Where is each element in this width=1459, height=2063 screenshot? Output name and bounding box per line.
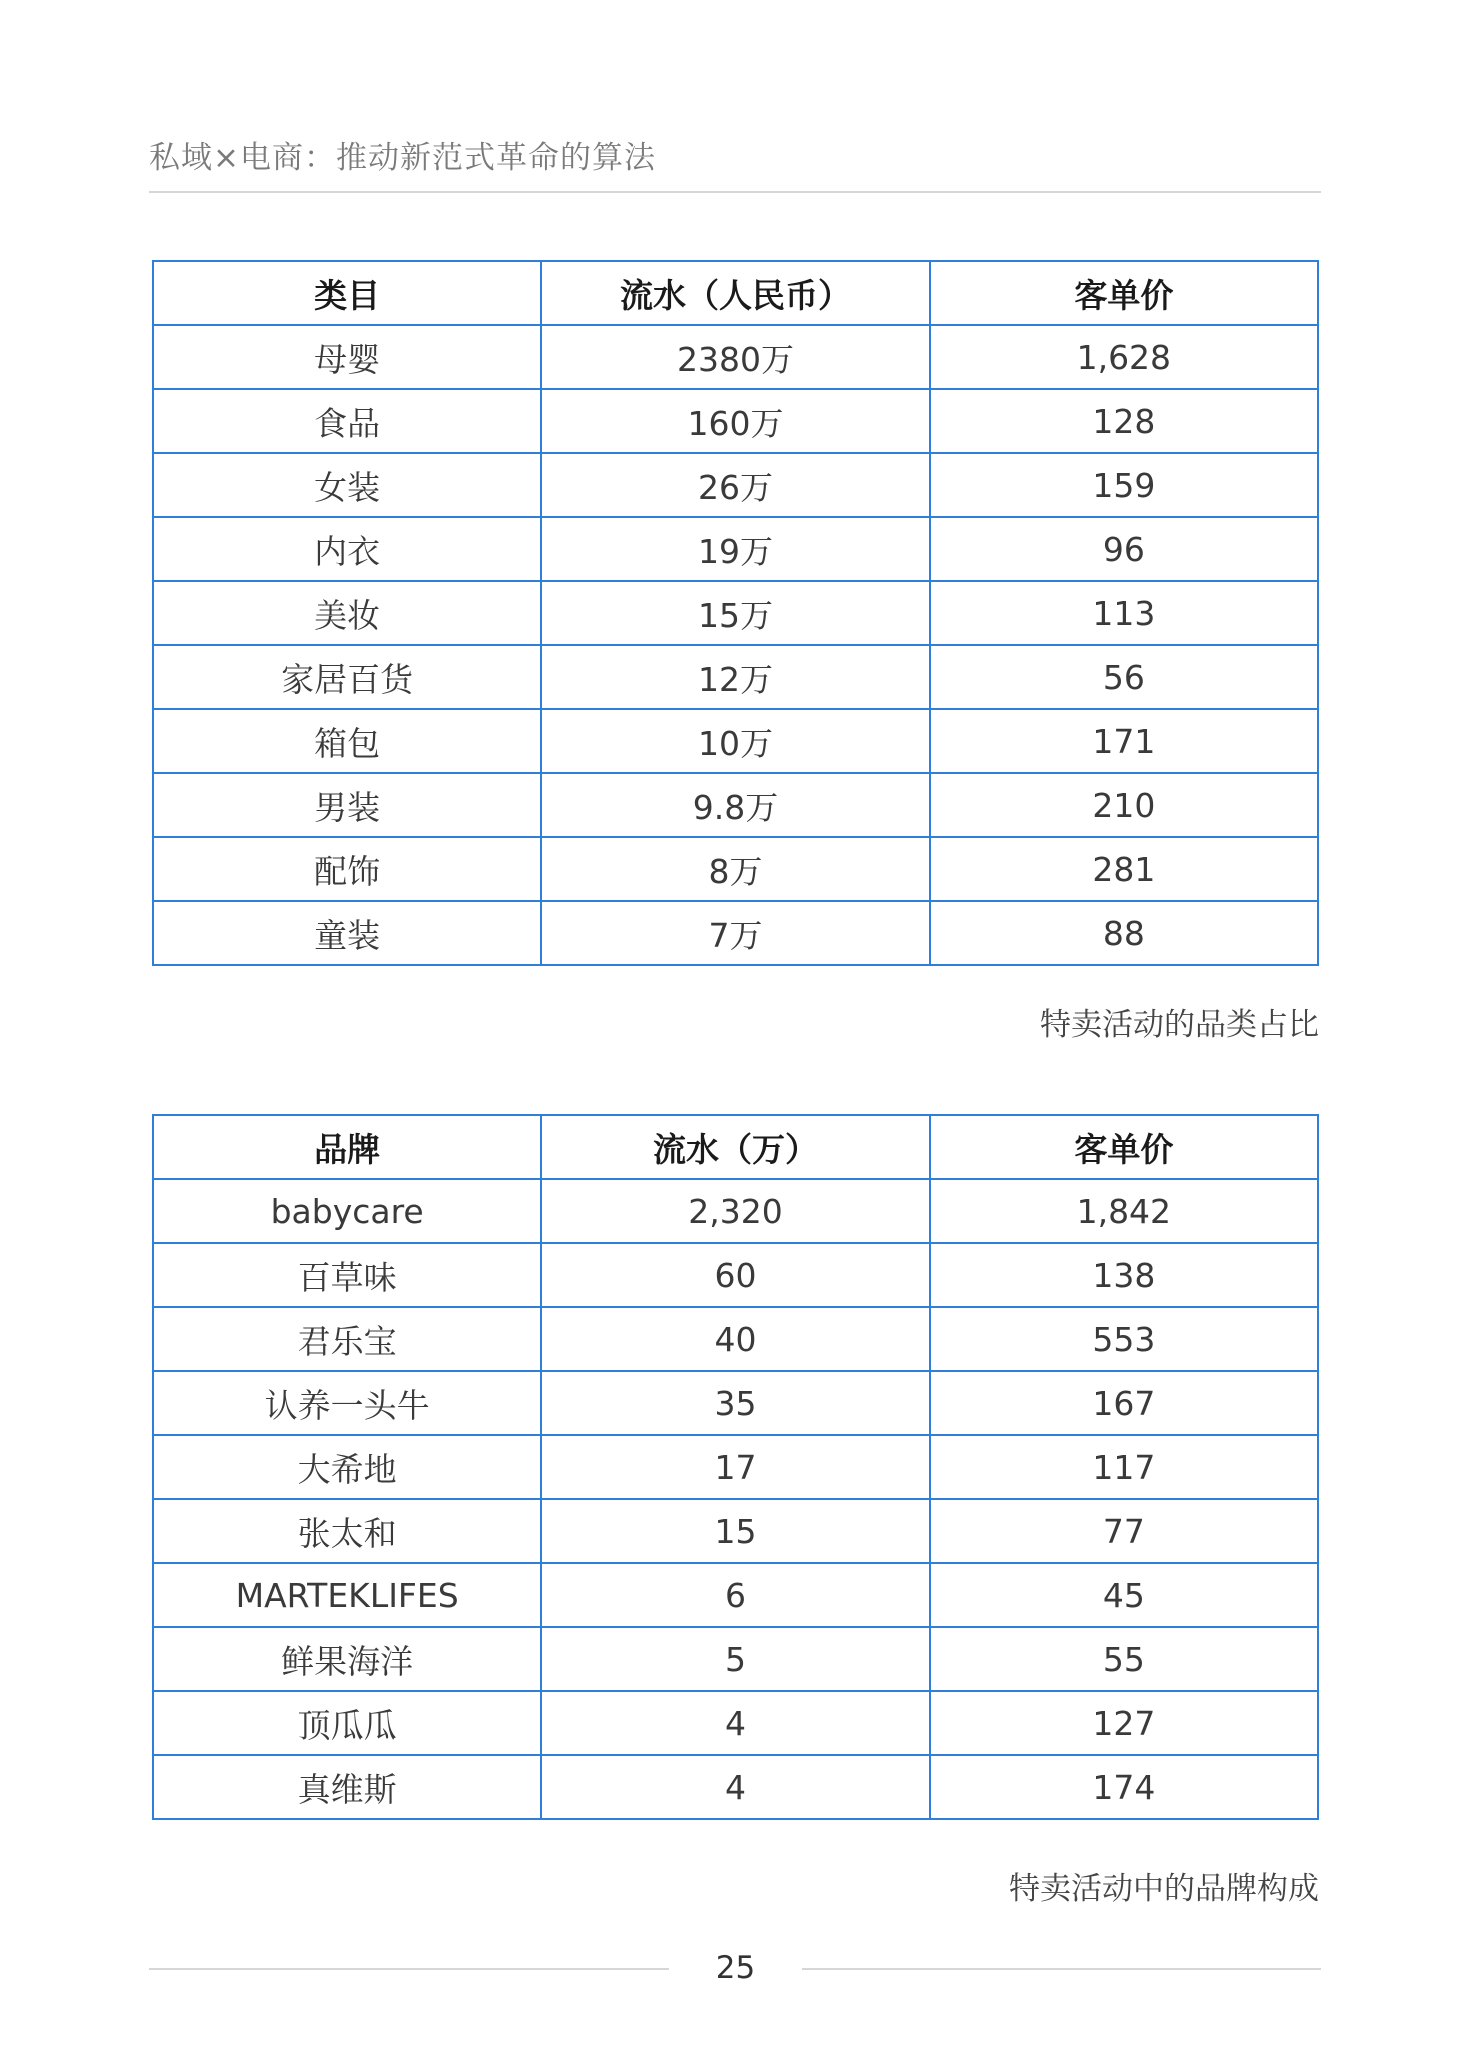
brand-cell: 鲜果海洋 xyxy=(153,1627,541,1691)
table-header-row xyxy=(153,261,1318,325)
avg-order-value-cell: 167 xyxy=(930,1371,1318,1435)
revenue-cell: 7万 xyxy=(541,901,929,965)
header-divider xyxy=(149,191,1321,193)
table-row xyxy=(153,1691,1318,1755)
brand-cell: 大希地 xyxy=(153,1435,541,1499)
table-caption: 特卖活动中的品牌构成 xyxy=(1009,1871,1319,1907)
footer-divider-right xyxy=(802,1968,1321,1970)
table-row xyxy=(153,1627,1318,1691)
table-row xyxy=(153,1563,1318,1627)
table-row xyxy=(153,453,1318,517)
revenue-cell: 12万 xyxy=(541,645,929,709)
revenue-cell: 19万 xyxy=(541,517,929,581)
avg-order-value-cell: 77 xyxy=(930,1499,1318,1563)
column-header-avg-order-value: 客单价 xyxy=(930,1115,1318,1179)
table-caption: 特卖活动的品类占比 xyxy=(1040,1007,1319,1043)
column-header-revenue: 流水（万） xyxy=(541,1115,929,1179)
revenue-cell: 35 xyxy=(541,1371,929,1435)
category-cell: 内衣 xyxy=(153,517,541,581)
table-row xyxy=(153,1499,1318,1563)
brand-cell: 认养一头牛 xyxy=(153,1371,541,1435)
table-row xyxy=(153,389,1318,453)
brand-cell: 张太和 xyxy=(153,1499,541,1563)
avg-order-value-cell: 55 xyxy=(930,1627,1318,1691)
avg-order-value-cell: 56 xyxy=(930,645,1318,709)
category-cell: 美妆 xyxy=(153,581,541,645)
category-sales-table xyxy=(152,260,1319,966)
brand-cell: MARTEKLIFES xyxy=(153,1563,541,1627)
brand-sales-table xyxy=(152,1114,1319,1820)
table-row xyxy=(153,901,1318,965)
category-cell: 家居百货 xyxy=(153,645,541,709)
category-cell: 配饰 xyxy=(153,837,541,901)
revenue-cell: 17 xyxy=(541,1435,929,1499)
revenue-cell: 2,320 xyxy=(541,1179,929,1243)
brand-cell: babycare xyxy=(153,1179,541,1243)
revenue-cell: 2380万 xyxy=(541,325,929,389)
avg-order-value-cell: 117 xyxy=(930,1435,1318,1499)
brand-cell: 君乐宝 xyxy=(153,1307,541,1371)
category-cell: 女装 xyxy=(153,453,541,517)
avg-order-value-cell: 281 xyxy=(930,837,1318,901)
column-header-category: 类目 xyxy=(153,261,541,325)
revenue-cell: 40 xyxy=(541,1307,929,1371)
brand-cell: 百草味 xyxy=(153,1243,541,1307)
category-cell: 童装 xyxy=(153,901,541,965)
table-row xyxy=(153,837,1318,901)
avg-order-value-cell: 1,842 xyxy=(930,1179,1318,1243)
avg-order-value-cell: 1,628 xyxy=(930,325,1318,389)
revenue-cell: 10万 xyxy=(541,709,929,773)
revenue-cell: 60 xyxy=(541,1243,929,1307)
brand-cell: 真维斯 xyxy=(153,1755,541,1819)
avg-order-value-cell: 113 xyxy=(930,581,1318,645)
table-row xyxy=(153,1179,1318,1243)
table-row xyxy=(153,1243,1318,1307)
revenue-cell: 15万 xyxy=(541,581,929,645)
avg-order-value-cell: 96 xyxy=(930,517,1318,581)
table-row xyxy=(153,1435,1318,1499)
avg-order-value-cell: 553 xyxy=(930,1307,1318,1371)
avg-order-value-cell: 127 xyxy=(930,1691,1318,1755)
table-row xyxy=(153,581,1318,645)
column-header-avg-order-value: 客单价 xyxy=(930,261,1318,325)
table-row xyxy=(153,1371,1318,1435)
revenue-cell: 160万 xyxy=(541,389,929,453)
table-row xyxy=(153,709,1318,773)
revenue-cell: 5 xyxy=(541,1627,929,1691)
avg-order-value-cell: 138 xyxy=(930,1243,1318,1307)
revenue-cell: 4 xyxy=(541,1755,929,1819)
avg-order-value-cell: 159 xyxy=(930,453,1318,517)
table-row xyxy=(153,645,1318,709)
revenue-cell: 26万 xyxy=(541,453,929,517)
category-cell: 母婴 xyxy=(153,325,541,389)
revenue-cell: 15 xyxy=(541,1499,929,1563)
running-header-title: 私域×电商：推动新范式革命的算法 xyxy=(149,140,656,176)
footer-divider-left xyxy=(149,1968,669,1970)
revenue-cell: 4 xyxy=(541,1691,929,1755)
avg-order-value-cell: 210 xyxy=(930,773,1318,837)
revenue-cell: 8万 xyxy=(541,837,929,901)
table-row xyxy=(153,325,1318,389)
table-row xyxy=(153,1755,1318,1819)
column-header-brand: 品牌 xyxy=(153,1115,541,1179)
category-cell: 男装 xyxy=(153,773,541,837)
table-row xyxy=(153,773,1318,837)
table-row xyxy=(153,517,1318,581)
revenue-cell: 6 xyxy=(541,1563,929,1627)
category-cell: 食品 xyxy=(153,389,541,453)
avg-order-value-cell: 171 xyxy=(930,709,1318,773)
table-header-row xyxy=(153,1115,1318,1179)
table-row xyxy=(153,1307,1318,1371)
brand-cell: 顶瓜瓜 xyxy=(153,1691,541,1755)
avg-order-value-cell: 128 xyxy=(930,389,1318,453)
avg-order-value-cell: 45 xyxy=(930,1563,1318,1627)
column-header-revenue: 流水（人民币） xyxy=(541,261,929,325)
category-cell: 箱包 xyxy=(153,709,541,773)
avg-order-value-cell: 174 xyxy=(930,1755,1318,1819)
avg-order-value-cell: 88 xyxy=(930,901,1318,965)
page-number: 25 xyxy=(715,1950,756,1986)
revenue-cell: 9.8万 xyxy=(541,773,929,837)
